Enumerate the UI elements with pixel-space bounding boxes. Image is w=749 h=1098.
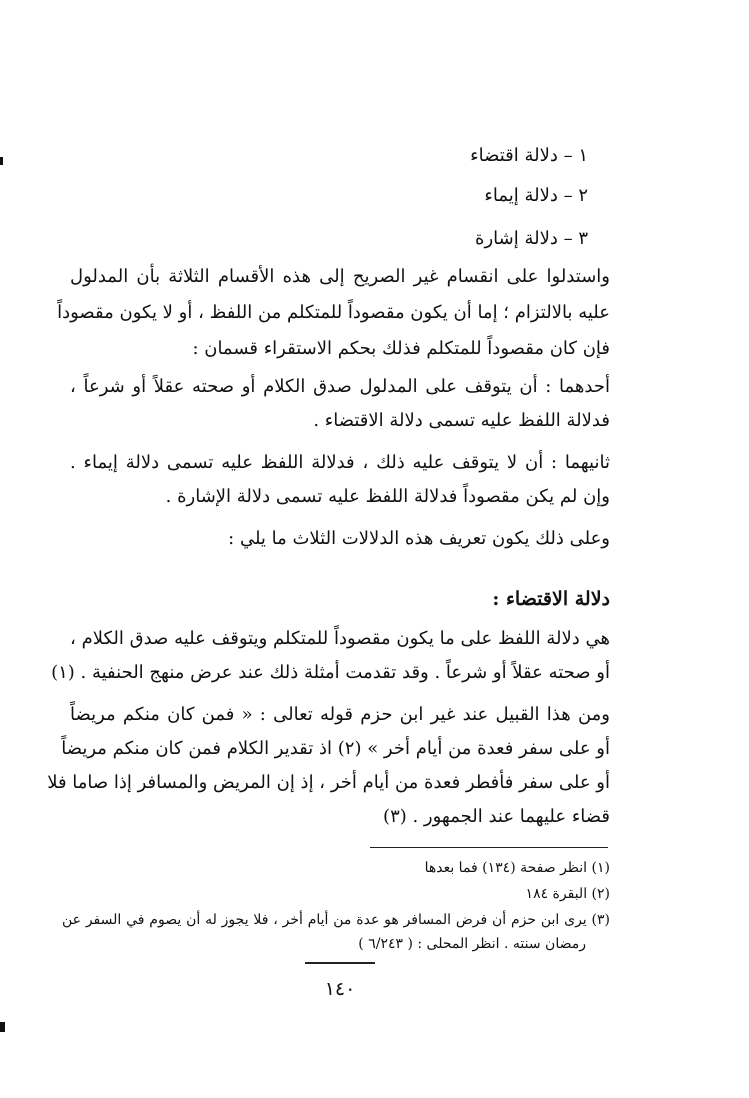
paragraph-1-line-1: واستدلوا على انقسام غير الصريح إلى هذه الأقسام الثلاثة بأن المدلول xyxy=(70,266,610,287)
paragraph-6-line-2: أو على سفر فعدة من أيام أخر » (٢) اذ تقدير الكلام فمن كان منكم مريضاً xyxy=(61,738,610,759)
footnote-3-line-2: رمضان سنته . انظر المحلى : ( ٦/٢٤٣ ) xyxy=(358,936,586,952)
paragraph-5-line-2: أو صحته عقلاً أو شرعاً . وقد تقدمت أمثلة ذلك عند عرض منهج الحنفية . (١) xyxy=(51,662,610,683)
paragraph-3-line-1: ثانيهما : أن لا يتوقف عليه ذلك ، فدلالة اللفظ عليه تسمى دلالة إيماء . xyxy=(70,452,610,473)
footnote-end-rule xyxy=(305,962,375,964)
footnote-1: (١) انظر صفحة (١٣٤) فما بعدها xyxy=(424,860,610,876)
scan-mark-left-bottom xyxy=(0,1022,5,1032)
page-number: ١٤٠ xyxy=(324,978,356,1000)
paragraph-6-line-4: قضاء عليهما عند الجمهور . (٣) xyxy=(383,806,610,827)
paragraph-1-line-2: عليه بالالتزام ؛ إما أن يكون مقصوداً للمتكلم من اللفظ ، أو لا يكون مقصوداً xyxy=(57,302,610,323)
footnote-2: (٢) البقرة ١٨٤ xyxy=(525,886,610,902)
paragraph-4: وعلى ذلك يكون تعريف هذه الدلالات الثلاث ما يلي : xyxy=(228,528,610,549)
paragraph-6-line-1: ومن هذا القبيل عند غير ابن حزم قوله تعالى : « فمن كان منكم مريضاً xyxy=(70,704,610,725)
paragraph-3-line-2: وإن لم يكن مقصوداً فدلالة اللفظ عليه تسمى دلالة الإشارة . xyxy=(165,486,610,507)
scan-mark-left-top xyxy=(0,157,3,165)
list-item-3: ٣ – دلالة إشارة xyxy=(475,228,588,249)
paragraph-2-line-1: أحدهما : أن يتوقف على المدلول صدق الكلام أو صحته عقلاً أو شرعاً ، xyxy=(70,376,610,397)
footnote-3-line-1: (٣) يرى ابن حزم أن فرض المسافر هو عدة من أيام أخر ، فلا يجوز له أن يصوم في السفر عن xyxy=(62,912,610,928)
list-item-1: ١ – دلالة اقتضاء xyxy=(470,145,588,166)
paragraph-2-line-2: فدلالة اللفظ عليه تسمى دلالة الاقتضاء . xyxy=(313,410,610,431)
paragraph-6-line-3: أو على سفر فأفطر فعدة من أيام أخر ، إذ إن المريض والمسافر إذا صاما فلا xyxy=(47,772,610,793)
footnote-separator xyxy=(370,847,608,848)
list-item-2: ٢ – دلالة إيماء xyxy=(484,185,588,206)
paragraph-1-line-3: فإن كان مقصوداً للمتكلم فذلك بحكم الاستقراء قسمان : xyxy=(192,338,610,359)
section-heading: دلالة الاقتضاء : xyxy=(492,588,610,610)
paragraph-5-line-1: هي دلالة اللفظ على ما يكون مقصوداً للمتكلم ويتوقف عليه صدق الكلام ، xyxy=(70,628,610,649)
